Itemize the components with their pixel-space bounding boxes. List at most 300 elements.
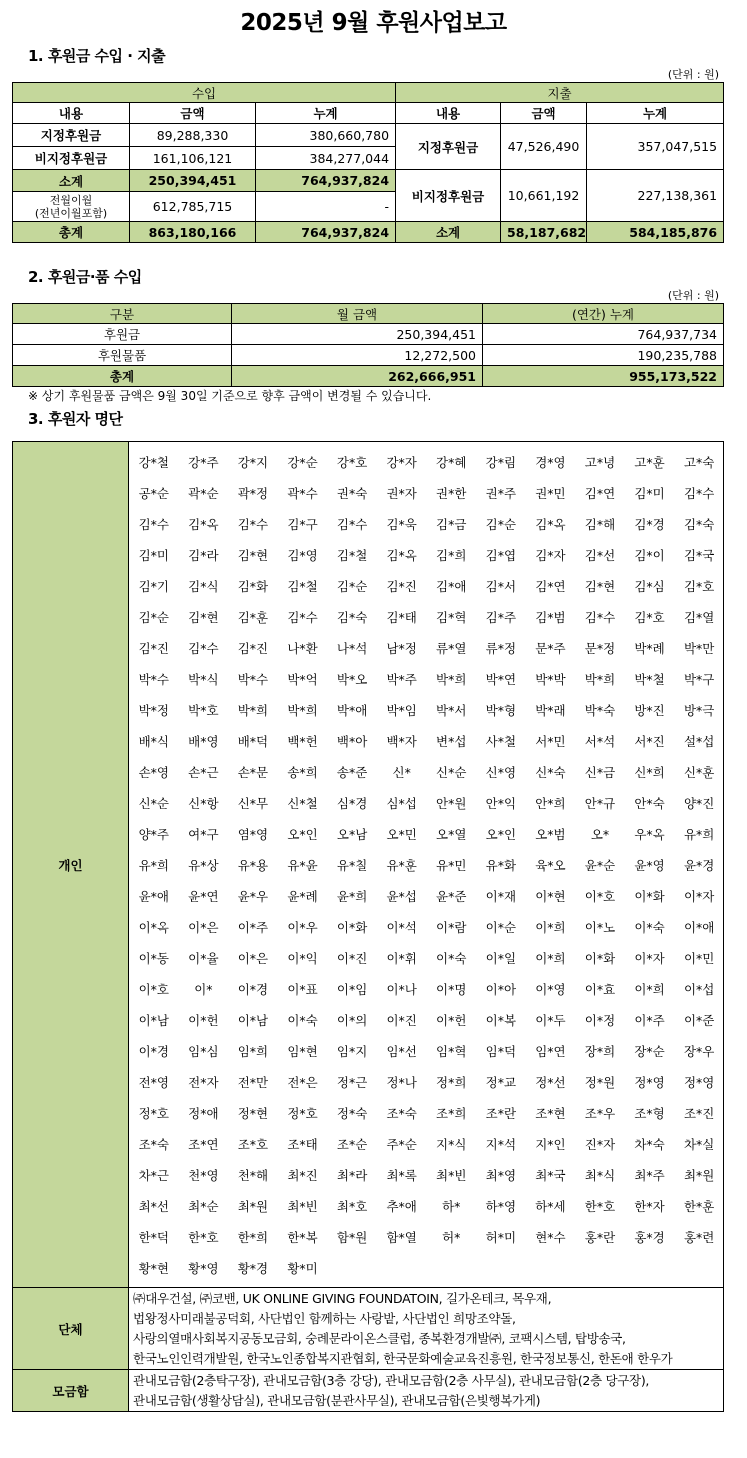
- donor-name: 이*동: [138, 950, 169, 966]
- donor-name: 김*수: [188, 640, 219, 656]
- donor-name: 이*호: [584, 888, 616, 904]
- donor-name: 김*국: [683, 547, 715, 563]
- donor-name: 김*수: [138, 516, 169, 532]
- donor-name: 이*일: [485, 950, 517, 966]
- donor-name: 신*영: [485, 764, 517, 780]
- donor-row: [129, 849, 724, 880]
- donor-list-table: [12, 441, 724, 1412]
- expense-row-label: 지정후원금: [396, 124, 501, 170]
- donor-name: 백*자: [386, 733, 417, 749]
- donor-name: 신*순: [436, 764, 467, 780]
- donor-name: 이*헌: [188, 1012, 219, 1028]
- donor-name: 박*애: [336, 702, 368, 718]
- donor-name: 조*현: [535, 1105, 566, 1121]
- donor-name: 윤*희: [336, 888, 368, 904]
- donor-name: 박*형: [485, 702, 517, 718]
- donor-name: 홍*련: [683, 1229, 715, 1245]
- donor-name: 유*화: [485, 857, 517, 873]
- donation-box-label: 모금함: [13, 1370, 129, 1412]
- donor-name: [476, 1252, 526, 1283]
- donor-name: 김*엽: [485, 547, 517, 563]
- donor-name: 오*: [590, 826, 610, 842]
- donor-name: 여*구: [188, 826, 219, 842]
- donor-name: 전*자: [188, 1074, 219, 1090]
- donor-name: 홍*란: [584, 1229, 616, 1245]
- donor-name: 안*규: [584, 795, 616, 811]
- donor-name: 이*화: [336, 919, 368, 935]
- donor-name: 박*호: [188, 702, 219, 718]
- donor-name: 추*애: [386, 1198, 417, 1214]
- donor-name: 김*옥: [188, 516, 219, 532]
- donor-name: 이*섭: [683, 981, 715, 997]
- donor-row: [129, 570, 724, 601]
- donor-name: 안*원: [436, 795, 467, 811]
- donor-name: 송*희: [287, 764, 318, 780]
- donor-name: 임*심: [188, 1043, 219, 1059]
- donor-row: [129, 756, 724, 787]
- donor-name: 심*경: [336, 795, 368, 811]
- donor-name: 주*순: [386, 1136, 417, 1152]
- col-cumulative: 누계: [256, 103, 396, 124]
- donor-name: 박*만: [683, 640, 715, 656]
- donor-name: 오*민: [386, 826, 417, 842]
- donor-name: 박*오: [336, 671, 368, 687]
- donor-name: 조*우: [584, 1105, 616, 1121]
- donor-name: 이*재: [485, 888, 517, 904]
- donor-name: 한*희: [237, 1229, 269, 1245]
- donor-name: 이*현: [535, 888, 566, 904]
- donor-name: 정*영: [634, 1074, 665, 1090]
- donor-name: 박*억: [287, 671, 318, 687]
- donor-name: 허*미: [485, 1229, 517, 1245]
- donor-name: 이*자: [683, 888, 715, 904]
- donor-row: [129, 880, 724, 911]
- donor-name: 김*이: [634, 547, 665, 563]
- income-row-label: 비지정후원금: [13, 147, 130, 170]
- donor-name: 이*임: [336, 981, 368, 997]
- donor-name: 권*민: [535, 485, 566, 501]
- donor-name: 정*선: [535, 1074, 566, 1090]
- donor-name: 정*숙: [336, 1105, 368, 1121]
- donor-name: 임*연: [535, 1043, 566, 1059]
- donation-row-monthly: 12,272,500: [232, 345, 483, 366]
- donor-name: 김*옥: [386, 547, 417, 563]
- expense-subtotal-label: 소계: [396, 222, 501, 243]
- col-cumulative: 누계: [587, 103, 724, 124]
- donor-name: 정*나: [386, 1074, 417, 1090]
- donor-name: 이*복: [485, 1012, 517, 1028]
- donor-name: 한*덕: [138, 1229, 169, 1245]
- donor-name: 유*희: [138, 857, 169, 873]
- donor-name: 정*현: [237, 1105, 269, 1121]
- income-row-amount: 89,288,330: [130, 124, 256, 147]
- donor-row: [129, 1252, 724, 1283]
- donor-name: 이*아: [485, 981, 517, 997]
- donor-name: 정*원: [584, 1074, 616, 1090]
- donor-name: 고*숙: [683, 454, 715, 470]
- individual-names-cell: [129, 442, 724, 1288]
- donor-name: 조*호: [237, 1136, 269, 1152]
- donor-name: 강*철: [138, 454, 169, 470]
- donor-name: 곽*수: [287, 485, 318, 501]
- section2-unit: (단위 : 원): [667, 289, 719, 302]
- donor-name: 김*자: [535, 547, 566, 563]
- donor-name: 이*희: [634, 981, 665, 997]
- donor-name: 이*숙: [287, 1012, 318, 1028]
- donor-name: 이*희: [535, 919, 566, 935]
- donor-name: 김*해: [584, 516, 616, 532]
- donor-name: 지*식: [436, 1136, 467, 1152]
- donor-name: 김*기: [138, 578, 169, 594]
- donor-name: 배*덕: [237, 733, 269, 749]
- donor-name: 윤*섭: [386, 888, 417, 904]
- donor-name: 김*연: [535, 578, 566, 594]
- donor-name: 박*정: [138, 702, 169, 718]
- donor-name: 박*희: [287, 702, 318, 718]
- donor-row: [129, 477, 724, 508]
- donor-name: 윤*순: [584, 857, 616, 873]
- income-total-amount: 863,180,166: [130, 222, 256, 243]
- donor-name: 김*진: [138, 640, 169, 656]
- donor-name: 김*연: [584, 485, 616, 501]
- donor-row: [129, 1128, 724, 1159]
- donor-name: 박*식: [188, 671, 219, 687]
- expense-row-label: 비지정후원금: [396, 170, 501, 222]
- expense-row-amount: 10,661,192: [501, 170, 587, 222]
- donor-name: 박*희: [584, 671, 616, 687]
- income-header: 수입: [13, 83, 396, 103]
- donor-name: 공*순: [138, 485, 169, 501]
- donor-name: 강*순: [287, 454, 318, 470]
- donor-name: 김*구: [287, 516, 318, 532]
- donor-name: 윤*영: [634, 857, 665, 873]
- donor-name: 김*선: [584, 547, 616, 563]
- donor-name: 백*아: [336, 733, 368, 749]
- income-subtotal-label: 소계: [13, 170, 130, 192]
- donor-name: 조*진: [683, 1105, 715, 1121]
- donor-name: 백*헌: [287, 733, 318, 749]
- donor-name: 김*수: [584, 609, 616, 625]
- donor-name: 박*수: [138, 671, 169, 687]
- donor-name: 배*식: [138, 733, 169, 749]
- donor-name: 김*철: [287, 578, 318, 594]
- donor-name: 윤*애: [138, 888, 169, 904]
- donor-name: 강*림: [485, 454, 517, 470]
- donation-row-cumulative: 764,937,734: [483, 324, 724, 345]
- donor-name: 배*영: [188, 733, 219, 749]
- donor-name: 윤*경: [683, 857, 715, 873]
- donor-name: 김*주: [485, 609, 517, 625]
- income-total-label: 총계: [13, 222, 130, 243]
- donor-name: 윤*우: [237, 888, 269, 904]
- donor-name: 강*자: [386, 454, 417, 470]
- donor-name: 사*철: [485, 733, 517, 749]
- donor-name: [575, 1252, 625, 1283]
- donor-name: 김*미: [634, 485, 665, 501]
- donor-name: 손*영: [138, 764, 169, 780]
- donor-name: 박*희: [237, 702, 269, 718]
- donor-name: 함*원: [336, 1229, 368, 1245]
- donor-name: 임*선: [386, 1043, 417, 1059]
- donation-box-line: 관내모금함(2층탁구장), 관내모금함(3층 강당), 관내모금함(2층 사무실), 관내모금함(2층 당구장),: [133, 1372, 650, 1388]
- donor-name: 임*혁: [436, 1043, 467, 1059]
- donor-name: 김*욱: [386, 516, 417, 532]
- donor-name: 조*형: [634, 1105, 665, 1121]
- donor-name: 곽*정: [237, 485, 269, 501]
- donor-name: 허*: [442, 1229, 461, 1245]
- col-item: 내용: [396, 103, 501, 124]
- income-row-label: 지정후원금: [13, 124, 130, 147]
- donor-name: 박*연: [485, 671, 517, 687]
- donor-name: 차*실: [683, 1136, 715, 1152]
- donor-name: 한*복: [287, 1229, 318, 1245]
- donor-name: 장*우: [683, 1043, 715, 1059]
- donor-name: 조*숙: [386, 1105, 417, 1121]
- donor-name: 최*록: [386, 1167, 417, 1183]
- donor-name: 김*현: [584, 578, 616, 594]
- donor-name: 한*자: [634, 1198, 665, 1214]
- donor-name: 최*순: [188, 1198, 219, 1214]
- col-amount: 금액: [501, 103, 587, 124]
- donor-name: 이*명: [436, 981, 467, 997]
- donor-name: 설*섭: [683, 733, 715, 749]
- donor-name: 지*석: [485, 1136, 517, 1152]
- donor-row: [129, 539, 724, 570]
- donor-name: 고*녕: [584, 454, 616, 470]
- donor-name: 이*주: [237, 919, 269, 935]
- donor-name: [674, 1252, 724, 1283]
- donor-row: [129, 446, 724, 477]
- donor-name: 김*진: [237, 640, 269, 656]
- donor-name: 안*숙: [634, 795, 665, 811]
- donor-name: 김*금: [436, 516, 467, 532]
- donor-name: 이*람: [436, 919, 467, 935]
- donor-name: 정*교: [485, 1074, 517, 1090]
- donor-row: [129, 1004, 724, 1035]
- donor-name: 황*경: [237, 1260, 269, 1276]
- donor-name: 김*열: [683, 609, 715, 625]
- donor-name: 천*영: [188, 1167, 219, 1183]
- donor-row: [129, 1159, 724, 1190]
- donor-name: 이*표: [287, 981, 318, 997]
- expense-row-cumulative: 227,138,361: [587, 170, 724, 222]
- donor-name: 홍*경: [634, 1229, 665, 1245]
- donor-name: 이*은: [188, 919, 219, 935]
- donor-name: 양*주: [138, 826, 169, 842]
- donor-name: 심*섭: [386, 795, 417, 811]
- expense-subtotal-cumulative: 584,185,876: [587, 222, 724, 243]
- donor-name: 최*진: [287, 1167, 318, 1183]
- donor-name: 이*나: [386, 981, 417, 997]
- donation-box-list: [129, 1370, 724, 1412]
- donor-name: 서*민: [535, 733, 566, 749]
- donor-name: 강*호: [336, 454, 368, 470]
- donor-name: 김*희: [436, 547, 467, 563]
- donor-name: 김*수: [336, 516, 368, 532]
- donor-name: 이*민: [683, 950, 715, 966]
- donor-row: [129, 973, 724, 1004]
- donor-name: 신*금: [584, 764, 616, 780]
- donor-name: 오*인: [485, 826, 517, 842]
- donor-name: 정*애: [188, 1105, 219, 1121]
- donor-name: 박*희: [436, 671, 467, 687]
- donor-name: 권*자: [386, 485, 417, 501]
- donation-row-cumulative: 190,235,788: [483, 345, 724, 366]
- donor-name: 이*자: [634, 950, 665, 966]
- donor-name: 이*준: [683, 1012, 715, 1028]
- donor-name: 임*희: [237, 1043, 269, 1059]
- group-line: 법왕정사미래불공덕회, 사단법인 함께하는 사랑밭, 사단법인 희망조약돌,: [133, 1310, 516, 1326]
- donor-name: 신*순: [138, 795, 169, 811]
- donor-name: 함*열: [386, 1229, 417, 1245]
- donor-name: 장*순: [634, 1043, 665, 1059]
- donor-name: 이*진: [386, 1012, 417, 1028]
- section1-heading: 1. 후원금 수입 · 지출: [28, 47, 166, 65]
- donor-name: 육*오: [535, 857, 566, 873]
- donor-name: 이*의: [336, 1012, 368, 1028]
- donor-name: 이*석: [386, 919, 417, 935]
- section1-unit: (단위 : 원): [667, 68, 719, 81]
- col-type: 구분: [13, 304, 232, 324]
- donor-name: 김*라: [188, 547, 219, 563]
- donor-name: 차*숙: [634, 1136, 665, 1152]
- col-annual-cumulative: (연간) 누계: [483, 304, 724, 324]
- donor-name: 안*희: [535, 795, 566, 811]
- carryover-cumulative: -: [256, 192, 396, 222]
- donor-name: 이*영: [535, 981, 566, 997]
- donor-row: [129, 1035, 724, 1066]
- donation-row-label: 후원물품: [13, 345, 232, 366]
- donation-box-line: 관내모금함(생활상담실), 관내모금함(분관사무실), 관내모금함(은빛행복가게): [133, 1392, 541, 1408]
- donor-name: 신*무: [237, 795, 269, 811]
- donor-name: 곽*순: [188, 485, 219, 501]
- donor-name: 전*은: [287, 1074, 318, 1090]
- donor-name: 윤*준: [436, 888, 467, 904]
- donor-name: 방*진: [634, 702, 665, 718]
- donor-name: 권*주: [485, 485, 517, 501]
- donation-total-label: 총계: [13, 366, 232, 387]
- donor-name: 김*숙: [683, 516, 715, 532]
- donor-name: 김*옥: [535, 516, 566, 532]
- donor-name: 유*윤: [287, 857, 318, 873]
- donor-name: 이*은: [237, 950, 269, 966]
- donor-name: 이*율: [188, 950, 219, 966]
- donor-name: 최*빈: [287, 1198, 318, 1214]
- donor-row: [129, 725, 724, 756]
- donor-name: 유*칠: [336, 857, 368, 873]
- donor-name: 이*희: [535, 950, 566, 966]
- income-total-cumulative: 764,937,824: [256, 222, 396, 243]
- income-subtotal-cumulative: 764,937,824: [256, 170, 396, 192]
- donor-row: [129, 632, 724, 663]
- donor-name: 최*선: [138, 1198, 169, 1214]
- donor-name: 나*환: [287, 640, 318, 656]
- donation-income-table: [12, 303, 724, 387]
- donor-name: 강*지: [237, 454, 269, 470]
- donor-name: 김*수: [287, 609, 318, 625]
- donor-name: 이*휘: [386, 950, 417, 966]
- donor-name: 지*인: [535, 1136, 566, 1152]
- donor-name: 최*주: [634, 1167, 665, 1183]
- donor-name: 김*애: [436, 578, 467, 594]
- donor-name: 유*희: [683, 826, 715, 842]
- income-subtotal-amount: 250,394,451: [130, 170, 256, 192]
- donor-name: 박*수: [237, 671, 269, 687]
- individual-names-grid: [129, 446, 724, 1283]
- donor-row: [129, 663, 724, 694]
- donor-name: 최*식: [584, 1167, 616, 1183]
- donor-name: 김*혁: [436, 609, 467, 625]
- donor-name: 박*주: [386, 671, 417, 687]
- donor-name: 임*현: [287, 1043, 318, 1059]
- donor-name: 강*주: [188, 454, 219, 470]
- donor-name: 양*진: [683, 795, 715, 811]
- donor-name: 박*철: [634, 671, 665, 687]
- donor-row: [129, 1221, 724, 1252]
- donor-name: 전*영: [138, 1074, 169, 1090]
- col-amount: 금액: [130, 103, 256, 124]
- donor-name: 이*정: [584, 1012, 616, 1028]
- donor-name: 김*수: [683, 485, 715, 501]
- donor-name: 조*숙: [138, 1136, 169, 1152]
- donor-name: 손*문: [237, 764, 269, 780]
- donor-name: 김*미: [138, 547, 169, 563]
- donor-name: 하*영: [485, 1198, 517, 1214]
- group-line: ㈜대우건설, ㈜코밴, UK ONLINE GIVING FOUNDATOIN, 길가온테크, 목우재,: [133, 1290, 552, 1306]
- donor-name: 황*현: [138, 1260, 169, 1276]
- group-label: 단체: [13, 1288, 129, 1370]
- section2-heading: 2. 후원금·품 수입: [28, 268, 142, 286]
- donor-name: 박*숙: [584, 702, 616, 718]
- donor-name: 권*한: [436, 485, 467, 501]
- group-line: 한국노인인력개발원, 한국노인종합복지관협회, 한국문화예술교육진흥원, 한국정보통신, 한돈애 한우가: [133, 1350, 673, 1366]
- donor-name: 문*주: [535, 640, 566, 656]
- donor-name: 오*남: [336, 826, 368, 842]
- donor-name: 오*인: [287, 826, 318, 842]
- donor-name: 정*근: [336, 1074, 368, 1090]
- donor-name: 신*항: [188, 795, 219, 811]
- donor-name: 김*수: [237, 516, 269, 532]
- donor-name: 이*헌: [436, 1012, 467, 1028]
- donor-name: 유*용: [237, 857, 269, 873]
- donor-name: 박*례: [634, 640, 665, 656]
- donor-name: 현*수: [535, 1229, 566, 1245]
- donor-name: 정*영: [683, 1074, 715, 1090]
- donor-name: 이*숙: [634, 919, 665, 935]
- donor-name: 변*섭: [436, 733, 467, 749]
- donor-name: 윤*연: [188, 888, 219, 904]
- donor-row: [129, 1097, 724, 1128]
- donor-name: 하*: [442, 1198, 461, 1214]
- donor-name: 김*식: [188, 578, 219, 594]
- donor-name: 정*호: [138, 1105, 169, 1121]
- donor-name: 신*: [392, 764, 411, 780]
- donor-name: 김*범: [535, 609, 566, 625]
- donor-name: 문*정: [584, 640, 616, 656]
- donor-name: [426, 1252, 476, 1283]
- donor-name: 이*남: [138, 1012, 169, 1028]
- donor-name: 최*영: [485, 1167, 517, 1183]
- income-row-amount: 161,106,121: [130, 147, 256, 170]
- donation-row-monthly: 250,394,451: [232, 324, 483, 345]
- donor-name: 류*정: [485, 640, 517, 656]
- donor-name: 이*화: [584, 950, 616, 966]
- donor-name: 최*국: [535, 1167, 566, 1183]
- donor-name: 정*희: [436, 1074, 467, 1090]
- donor-name: 최*빈: [436, 1167, 467, 1183]
- donor-name: [377, 1252, 427, 1283]
- donor-name: 윤*례: [287, 888, 318, 904]
